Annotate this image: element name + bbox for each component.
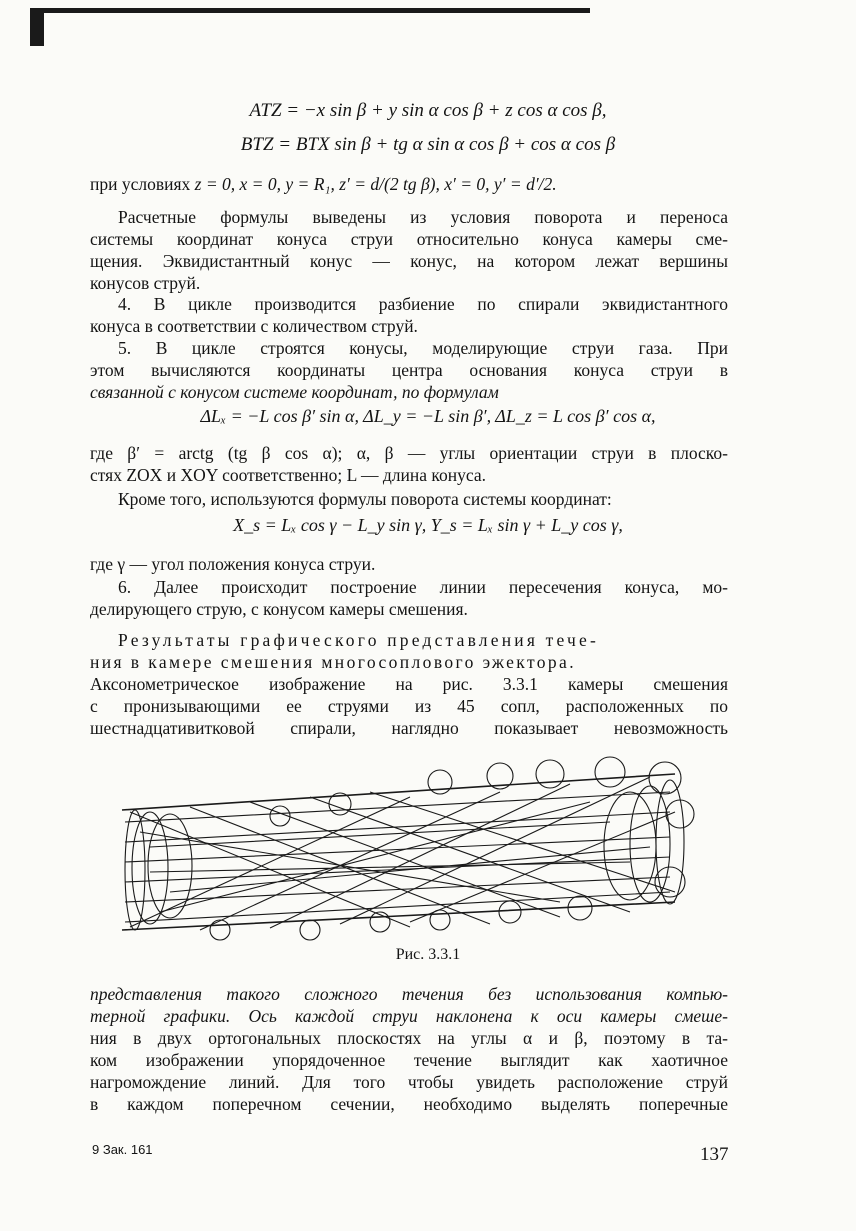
results-text-line-1: Аксонометрическое изображение на рис. 3.3.1 камеры смешения: [90, 674, 728, 694]
results-text-line-2: с пронизывающими ее струями из 45 сопл, расположенных по: [90, 696, 728, 716]
printer-signature: 9 Зак. 161: [92, 1142, 153, 1157]
results-text-line-3: шестнадцативитковой спирали, наглядно показывает невозможность: [90, 718, 728, 738]
equation-atz: ATZ = −x sin β + y sin α cos β + z cos α cos β,: [249, 100, 607, 121]
continuation-line-1: представления такого сложного течения без использования компью-: [90, 984, 728, 1004]
equation-btz: BTZ = BTX sin β + tg α sin α cos β + cos α cos β: [240, 134, 616, 155]
paragraph-calc-line-1: Расчетные формулы выведены из условия поворота и переноса: [118, 207, 728, 227]
continuation-line-2: терной графики. Ось каждой струи наклонена к оси камеры смеше-: [90, 1006, 728, 1026]
continuation-line-6: в каждом поперечном сечении, необходимо выделять поперечные: [90, 1094, 728, 1114]
rotation-intro: Кроме того, используются формулы поворота системы координат:: [118, 489, 612, 509]
item6-line-2: делирующего струю, с конусом камеры смешения.: [90, 599, 468, 619]
paragraph-calc-line-3: щения. Эквидистантный конус — конус, на котором лежат вершины: [90, 251, 728, 271]
figure-mixing-chamber: [110, 752, 710, 947]
scan-border-left: [30, 8, 44, 46]
item6-line-1: 6. Далее происходит построение линии пересечения конуса, мо-: [118, 577, 728, 597]
results-heading-line-1: Результаты графического представления тече-: [118, 630, 600, 650]
equation-conditions: [90, 174, 700, 195]
where-beta-line-1: где β′ = arctg (tg β cos α); α, β — углы ориентации струи в плоско-: [90, 443, 728, 463]
item5-line-2: этом вычисляются координаты центра основания конуса струи в: [90, 360, 728, 380]
rotation-formula: X_s = Lₓ cos γ − L_y sin γ, Y_s = Lₓ sin γ + L_y cos γ,: [233, 515, 623, 535]
scan-border-top: [30, 8, 590, 13]
delta-formula: ΔLₓ = −L cos β′ sin α, ΔL_y = −L sin β′, ΔL_z = L cos β′ cos α,: [200, 406, 656, 426]
item5-line-1: 5. В цикле строятся конусы, моделирующие струи газа. При: [118, 338, 728, 358]
continuation-line-3: ния в двух ортогональных плоскостях на углы α и β, поэтому в та-: [90, 1028, 728, 1048]
figure-caption: Рис. 3.3.1: [395, 946, 461, 963]
item4-line-2: конуса в соответствии с количеством струй.: [90, 316, 418, 336]
continuation-line-4: ком изображении упорядоченное течение выглядит как хаотичное: [90, 1050, 728, 1070]
paragraph-calc-line-2: системы координат конуса струи относительно конуса камеры сме-: [90, 229, 728, 249]
paragraph-calc-line-4: конусов струй.: [90, 273, 201, 293]
chamber-arcs: [125, 780, 684, 930]
where-gamma: где γ — угол положения конуса струи.: [90, 554, 376, 574]
item5-line-3: связанной с конусом системе координат, по формулам: [90, 382, 499, 402]
where-beta-line-2: стях ZOX и XOY соответственно; L — длина конуса.: [90, 465, 487, 485]
conditions-prefix: при условиях: [90, 174, 191, 194]
conditions-math: z = 0, x = 0, y = R₁, z′ = d/(2 tg β), x′ = 0, y′ = d′/2.: [194, 174, 557, 194]
continuation-line-5: нагромождение линий. Для того чтобы увидеть расположение струй: [90, 1072, 728, 1092]
page-number: 137: [700, 1144, 729, 1165]
results-heading-line-2: ния в камере смешения многосоплового эжектора.: [90, 652, 577, 672]
item4-line-1: 4. В цикле производится разбиение по спирали эквидистантного: [118, 294, 728, 314]
